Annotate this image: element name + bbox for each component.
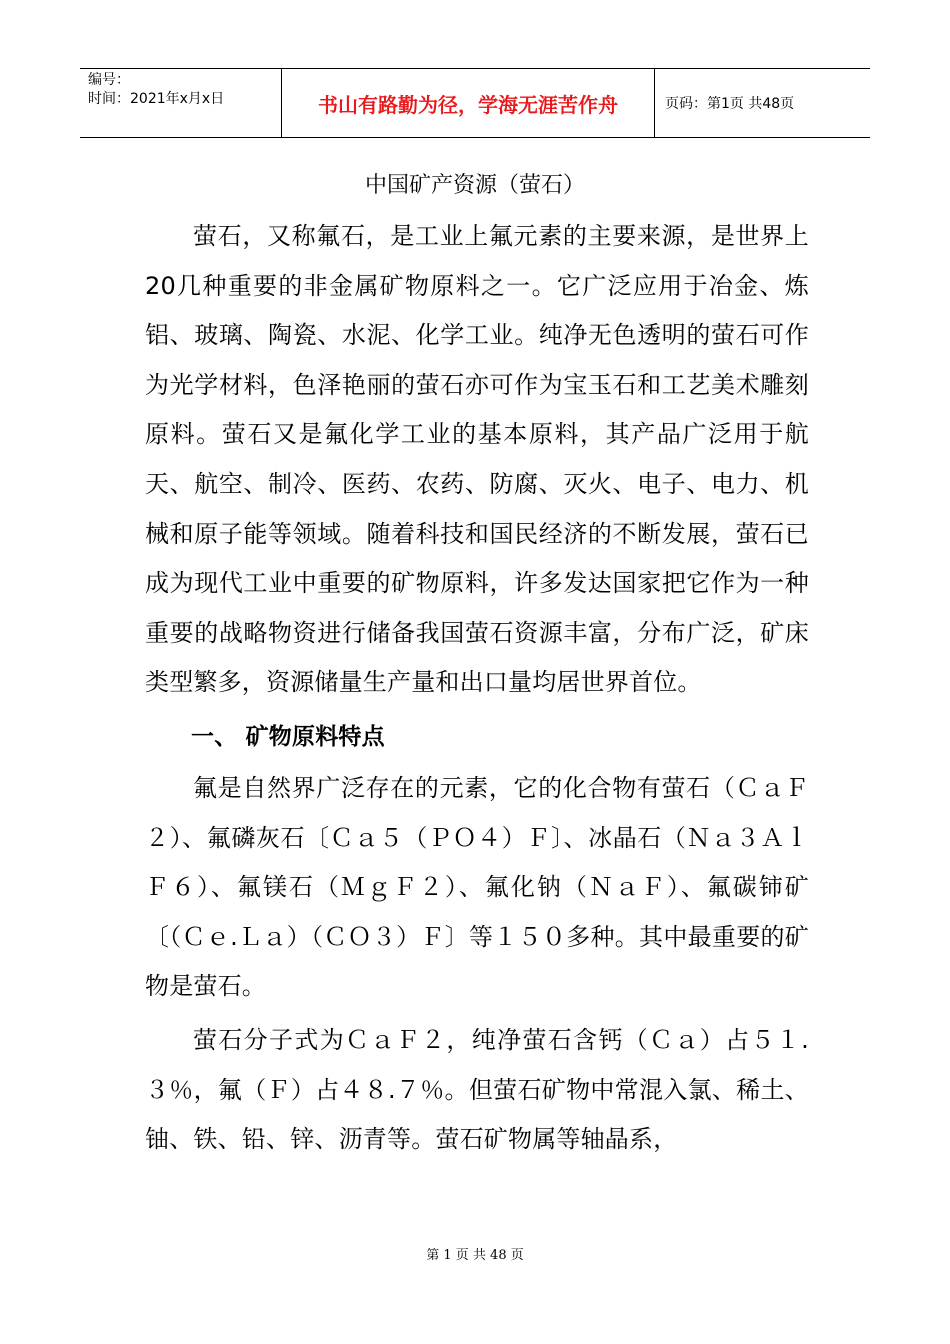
page-footer: 第 1 页 共 48 页 — [426, 1248, 524, 1263]
motto-text: 书山有路勤为径，学海无涯苦作舟 — [318, 92, 618, 117]
document-title: 中国矿产资源（萤石） — [364, 173, 585, 198]
time-label: 时间：2021年x月x日 — [88, 91, 225, 107]
header-page-cell — [655, 69, 870, 137]
number-label: 编号： — [88, 72, 130, 88]
intro-paragraph: 萤石，又称氟石，是工业上氟元素的主要来源，是世界上20几种重要的非金属矿物原料之一。它广泛应用于冶金、炼铝、玻璃、陶瓷、水泥、化学工业。纯净无色透明的萤石可作为光学材料，色泽艳丽的萤石亦可作为宝玉石和工艺美术雕刻原料。萤石又是氟化学工业的基本原料，其产品广泛用于航天、航空、制冷、医药、农药、防腐、灭火、电子、电力、机械和原子能等领域。随着科技和国民经济的不断发展，萤石已成为现代工业中重要的矿物原料，许多发达国家把它作为一种重要的战略物资进行储备我国萤石资源丰富，分布广泛，矿床类型繁多，资源储量生产量和出口量均居世界首位。 — [145, 222, 809, 697]
document-body — [145, 212, 809, 1165]
section-paragraph-1: 氟是自然界广泛存在的元素，它的化合物有萤石（ＣａＦ２）、氟磷灰石〔Ｃａ５（ＰＯ４）Ｆ〕、冰晶石（Ｎａ３ＡｌＦ６）、氟镁石（ＭｇＦ２）、氟化钠（ＮａＦ）、氟碳铈矿〔（Ｃｅ.Ｌａ）（ＣＯ３）Ｆ〕等１５０多种。其中最重要的矿物是萤石。 — [145, 773, 809, 1001]
header-meta-cell — [80, 69, 282, 137]
page-info: 页码：第1页 共48页 — [665, 96, 795, 112]
header-motto-cell — [282, 69, 655, 137]
section-paragraph-2: 萤石分子式为ＣａＦ２，纯净萤石含钙（Ｃａ）占５１.３％，氟（Ｆ）占４８.７％。但萤石矿物中常混入氯、稀土、铀、铁、铅、锌、沥青等。萤石矿物属等轴晶系， — [145, 1025, 809, 1154]
section-heading: 一、 矿物原料特点 — [191, 723, 385, 750]
page-header — [80, 68, 870, 138]
